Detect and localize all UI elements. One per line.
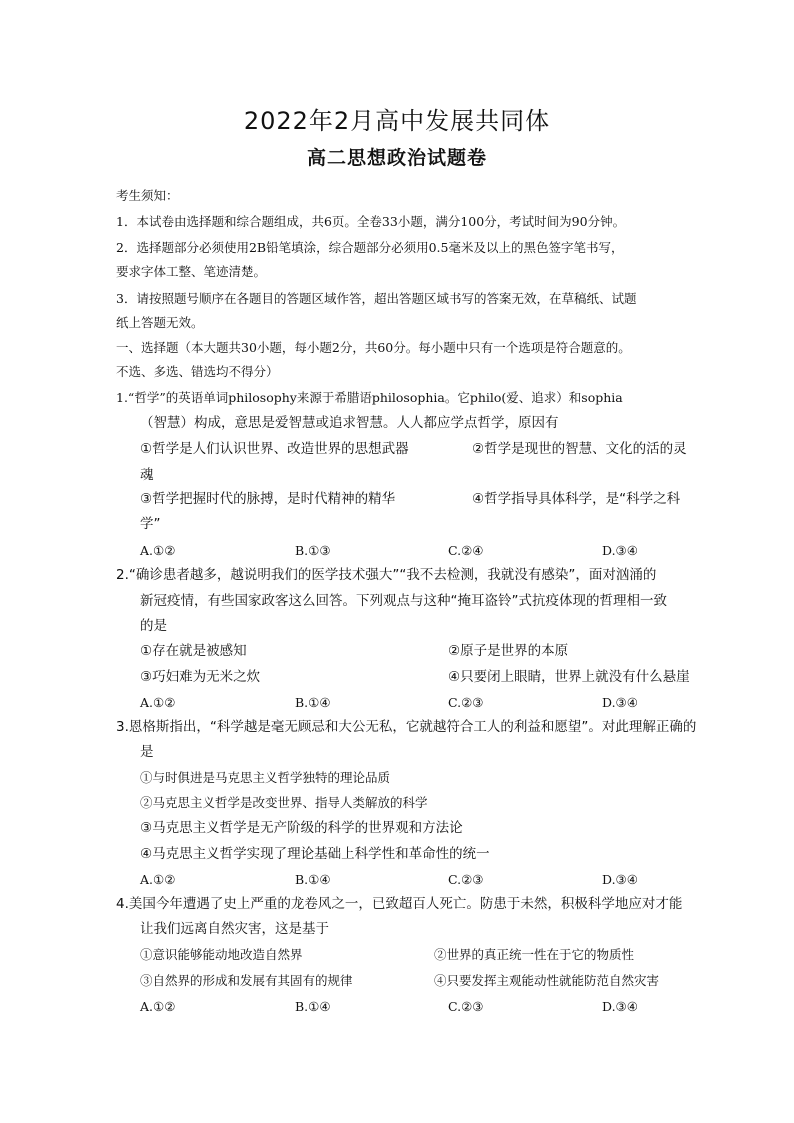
notice-item: 要求字体工整、笔迹清楚。 xyxy=(116,264,267,279)
question-1-stem: 1.“哲学”的英语单词philosophy来源于希腊语philosophia。它philo(爱、追求）和sophia xyxy=(116,390,623,405)
question-1-item: ④哲学指导具体科学，是“科学之科 xyxy=(472,491,681,507)
question-1-option-b[interactable]: B.①③ xyxy=(295,543,331,558)
question-1-item: ①哲学是人们认识世界、改造世界的思想武器 xyxy=(140,441,409,457)
question-3-item: ③马克思主义哲学是无产阶级的科学的世界观和方法论 xyxy=(140,820,463,836)
question-4-option-a[interactable]: A.①② xyxy=(140,999,176,1014)
question-2-option-b[interactable]: B.①④ xyxy=(295,695,331,710)
question-1-item: ③哲学把握时代的脉搏，是时代精神的精华 xyxy=(140,491,396,507)
question-3-stem: 3.恩格斯指出，“科学越是毫无顾忌和大公无私，它就越符合工人的利益和愿望”。对此理解正确的 xyxy=(116,719,697,735)
question-2-option-a[interactable]: A.①② xyxy=(140,695,176,710)
question-1-stem-cont: （智慧）构成，意思是爱智慧或追求智慧。人人都应学点哲学，原因有 xyxy=(140,415,559,431)
question-4-item: ④只要发挥主观能动性就能防范自然灾害 xyxy=(434,973,660,988)
question-3-option-a[interactable]: A.①② xyxy=(140,872,176,887)
question-3-option-b[interactable]: B.①④ xyxy=(295,872,331,887)
question-2-item: ②原子是世界的本原 xyxy=(448,643,569,659)
question-4-item: ①意识能够能动地改造自然界 xyxy=(140,947,303,962)
section-heading-cont: 不选、多选、错选均不得分） xyxy=(116,364,279,379)
question-3-item: ①与时俱进是马克思主义哲学独特的理论品质 xyxy=(140,770,391,785)
question-2-option-c[interactable]: C.②③ xyxy=(448,695,484,710)
question-4-item: ③自然界的形成和发展有其固有的规律 xyxy=(140,973,353,988)
question-3-option-d[interactable]: D.③④ xyxy=(602,872,638,887)
question-2-item: ③巧妇难为无米之炊 xyxy=(140,669,261,685)
question-1-option-d[interactable]: D.③④ xyxy=(602,543,638,558)
question-2-item: ④只要闭上眼睛，世界上就没有什么悬崖 xyxy=(448,669,690,685)
question-3-stem-cont: 是 xyxy=(140,744,154,760)
question-1-item-cont: 魂 xyxy=(140,467,154,483)
notice-item: 2．选择题部分必须使用2B铅笔填涂，综合题部分必须用0.5毫米及以上的黑色签字笔书写， xyxy=(116,240,624,255)
exam-title: 2022年2月高中发展共同体 xyxy=(243,107,551,135)
notice-heading: 考生须知： xyxy=(116,188,179,203)
question-1-item: ②哲学是现世的智慧、文化的活的灵 xyxy=(472,441,687,457)
question-4-stem-cont: 让我们远离自然灾害，这是基于 xyxy=(140,921,329,937)
question-1-option-c[interactable]: C.②④ xyxy=(448,543,484,558)
notice-item: 纸上答题无效。 xyxy=(116,315,204,330)
question-4-option-c[interactable]: C.②③ xyxy=(448,999,484,1014)
question-4-item: ②世界的真正统一性在于它的物质性 xyxy=(434,947,635,962)
exam-subtitle: 高二思想政治试题卷 xyxy=(306,147,487,169)
question-4-option-b[interactable]: B.①④ xyxy=(295,999,331,1014)
question-2-stem-cont: 的是 xyxy=(140,618,167,634)
question-1-item-cont: 学” xyxy=(140,516,161,532)
notice-item: 1．本试卷由选择题和综合题组成，共6页。全卷33小题，满分100分，考试时间为90分钟。 xyxy=(116,214,626,229)
question-2-stem: 2.“确诊患者越多，越说明我们的医学技术强大”“我不去检测，我就没有感染”，面对汹涌的 xyxy=(116,567,657,583)
question-4-stem: 4.美国今年遭遇了史上严重的龙卷风之一，已致超百人死亡。防患于未然，积极科学地应对才能 xyxy=(116,896,683,912)
question-1-option-a[interactable]: A.①② xyxy=(140,543,176,558)
question-2-option-d[interactable]: D.③④ xyxy=(602,695,638,710)
question-4-option-d[interactable]: D.③④ xyxy=(602,999,638,1014)
notice-item: 3．请按照题号顺序在各题目的答题区域作答，超出答题区域书写的答案无效，在草稿纸、试题 xyxy=(116,291,637,306)
question-2-stem-cont: 新冠疫情，有些国家政客这么回答。下列观点与这种“掩耳盗铃”式抗疫体现的哲理相一致 xyxy=(140,593,667,609)
section-heading: 一、选择题（本大题共30小题，每小题2分，共60分。每小题中只有一个选项是符合题意的。 xyxy=(116,340,631,355)
question-3-item: ④马克思主义哲学实现了理论基础上科学性和革命性的统一 xyxy=(140,846,490,862)
question-3-option-c[interactable]: C.②③ xyxy=(448,872,484,887)
question-2-item: ①存在就是被感知 xyxy=(140,643,247,659)
question-3-item: ②马克思主义哲学是改变世界、指导人类解放的科学 xyxy=(140,795,428,810)
